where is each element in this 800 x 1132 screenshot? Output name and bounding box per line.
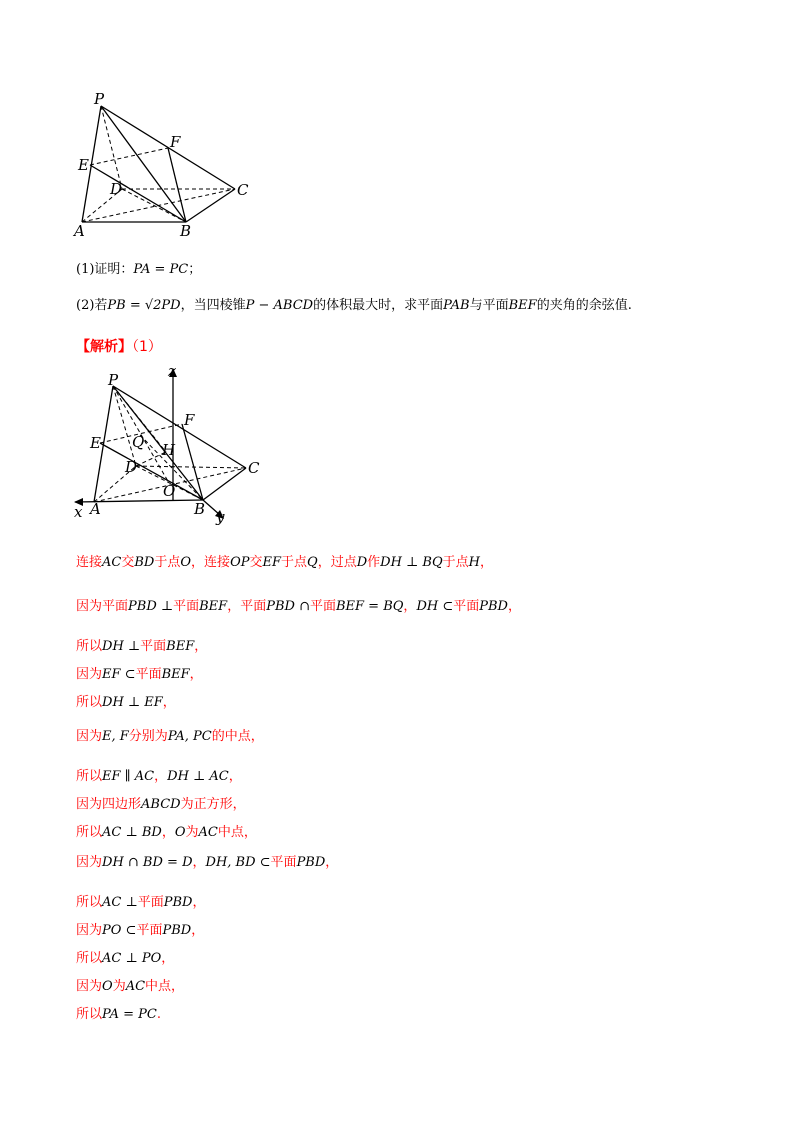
solution-text: 分别为 <box>128 729 168 744</box>
part2-math-plane: PAB <box>443 298 470 313</box>
part2-math-plane: BEF <box>508 298 537 313</box>
math-expression: E, F <box>102 729 129 744</box>
label-O: O <box>163 482 176 500</box>
solution-text: 连接 <box>76 555 103 570</box>
part2-text: 与平面 <box>469 298 509 313</box>
part2-label: (2)若 <box>76 298 108 313</box>
label-B: B <box>194 500 206 518</box>
label-z: z <box>168 362 176 380</box>
label-D: D <box>110 180 123 198</box>
label-P: P <box>108 371 119 389</box>
solution-text: ， <box>507 599 521 614</box>
solution-text: ，过点 <box>317 555 357 570</box>
solution-text: ， <box>189 667 203 682</box>
math-expression: Q <box>307 555 318 570</box>
solution-text: ， <box>161 825 175 840</box>
math-expression: OP <box>230 555 250 570</box>
solution-text: 中点， <box>217 825 257 840</box>
label-C: C <box>237 181 249 199</box>
figure-pyramid <box>70 92 270 242</box>
solution-heading <box>76 336 162 356</box>
solution-line <box>76 637 776 657</box>
label-C: C <box>248 459 260 477</box>
solution-text: 因为平面 <box>76 599 129 614</box>
math-expression: O <box>102 979 113 994</box>
part1-label: (1)证明： <box>76 262 134 277</box>
solution-text: 平面 <box>135 667 162 682</box>
math-expression: PA = PC <box>102 1007 157 1022</box>
solution-text: 平面 <box>270 855 297 870</box>
solution-line <box>76 795 776 815</box>
math-expression: DH ⊥ <box>102 639 141 654</box>
solution-text: ， <box>228 769 242 784</box>
math-expression: DH ⊂ <box>416 599 454 614</box>
question-part-1 <box>76 260 201 280</box>
math-expression: BEF <box>166 639 195 654</box>
math-expression: PA, PC <box>167 729 212 744</box>
math-expression: DH ⊥ EF <box>102 695 163 710</box>
solution-line <box>76 853 776 873</box>
part2-text: 的夹角的余弦值. <box>536 298 632 313</box>
math-expression: BEF = BQ <box>335 599 404 614</box>
solution-line <box>76 921 776 941</box>
solution-text: 平面 <box>137 895 164 910</box>
solution-text: ，连接 <box>191 555 231 570</box>
math-expression: BEF <box>161 667 190 682</box>
label-A: A <box>74 222 85 240</box>
math-expression: PO ⊂ <box>102 923 137 938</box>
solution-line <box>76 893 776 913</box>
solution-line <box>76 823 776 843</box>
solution-text: ， <box>154 769 168 784</box>
part2-text: ，当四棱锥 <box>180 298 246 313</box>
solution-text: 所以 <box>76 895 103 910</box>
solution-line <box>76 949 776 969</box>
solution-text: 作 <box>367 555 381 570</box>
solution-text: 于点 <box>281 555 308 570</box>
solution-text: 所以 <box>76 769 103 784</box>
solution-line <box>76 597 776 617</box>
solution-text: ，平面 <box>227 599 267 614</box>
math-expression: DH ∩ BD = D <box>102 855 193 870</box>
math-expression: BD <box>134 555 155 570</box>
solution-text: ， <box>161 951 175 966</box>
math-expression: EF <box>262 555 281 570</box>
label-A: A <box>90 500 101 518</box>
math-expression: PBD ⊥ <box>128 599 174 614</box>
math-expression: EF ∥ AC <box>102 769 155 784</box>
math-expression: DH, BD ⊂ <box>205 855 271 870</box>
part2-math-condition: PB = √2PD <box>107 298 181 313</box>
math-expression: O <box>174 825 186 840</box>
pyramid-diagram <box>70 92 270 242</box>
solution-text: . <box>156 1007 161 1022</box>
math-expression: ABCD <box>141 797 181 812</box>
solution-text: ， <box>479 555 493 570</box>
solution-line <box>76 693 776 713</box>
math-expression: AC <box>198 825 218 840</box>
solution-line <box>76 977 776 997</box>
math-expression: AC <box>125 979 146 994</box>
math-expression: DH ⊥ AC <box>167 769 229 784</box>
part1-math: PA = PC <box>133 262 189 277</box>
math-expression: AC ⊥ BD <box>102 825 162 840</box>
solution-text: ， <box>403 599 417 614</box>
solution-text: 所以 <box>76 951 103 966</box>
solution-text: 平面 <box>173 599 200 614</box>
math-expression: EF ⊂ <box>102 667 136 682</box>
solution-text: 因为 <box>76 979 103 994</box>
solution-text: ， <box>162 695 176 710</box>
math-expression: AC <box>102 555 122 570</box>
part2-math-pyramid: P − ABCD <box>245 298 314 313</box>
solution-text: 于点 <box>442 555 469 570</box>
math-expression: PBD <box>162 923 192 938</box>
solution-line <box>76 665 776 685</box>
solution-text: 平面 <box>309 599 336 614</box>
label-D: D <box>125 458 138 476</box>
solution-text: 所以 <box>76 825 103 840</box>
solution-text: 因为 <box>76 855 103 870</box>
label-Q: Q <box>132 433 145 451</box>
solution-text: 因为 <box>76 729 103 744</box>
solution-text: 为正方形， <box>180 797 246 812</box>
math-expression: H <box>468 555 480 570</box>
label-y: y <box>216 508 225 526</box>
part2-text: 的体积最大时，求平面 <box>313 298 444 313</box>
solution-heading-label: 【解析】 <box>76 339 132 355</box>
solution-text: 平面 <box>453 599 480 614</box>
figure-pyramid-coordinates <box>70 362 280 526</box>
solution-text: ， <box>194 639 208 654</box>
math-expression: O <box>180 555 192 570</box>
solution-text: 所以 <box>76 639 103 654</box>
solution-text: 因为 <box>76 923 103 938</box>
solution-text: 为 <box>112 979 126 994</box>
math-expression: PBD <box>479 599 508 614</box>
solution-line <box>76 767 776 787</box>
math-expression: AC ⊥ <box>102 895 138 910</box>
solution-line <box>76 727 776 747</box>
math-expression: PBD <box>296 855 326 870</box>
solution-text: 因为四边形 <box>76 797 142 812</box>
solution-line <box>76 553 776 573</box>
math-expression: AC ⊥ PO <box>102 951 162 966</box>
math-expression: BEF <box>199 599 228 614</box>
solution-text: ， <box>325 855 339 870</box>
solution-text: 交 <box>121 555 135 570</box>
solution-text: 的中点， <box>211 729 264 744</box>
label-x: x <box>74 503 83 521</box>
math-expression: PBD <box>163 895 193 910</box>
label-F: F <box>184 411 195 429</box>
solution-text: 平面 <box>140 639 167 654</box>
label-E: E <box>90 434 101 452</box>
label-E: E <box>78 156 89 174</box>
math-expression: D <box>356 555 368 570</box>
label-H: H <box>162 441 176 459</box>
solution-text: ， <box>192 895 206 910</box>
solution-part-number: （1） <box>132 339 162 355</box>
solution-line <box>76 1005 776 1025</box>
solution-text: 所以 <box>76 695 103 710</box>
coordinate-diagram <box>70 362 280 526</box>
math-expression: DH ⊥ BQ <box>380 555 443 570</box>
solution-text: 中点， <box>145 979 185 994</box>
question-part-2 <box>76 296 632 316</box>
math-expression: PBD ∩ <box>266 599 310 614</box>
solution-text: 所以 <box>76 1007 103 1022</box>
solution-text: 于点 <box>154 555 181 570</box>
solution-text: 为 <box>185 825 199 840</box>
label-P: P <box>94 90 105 108</box>
solution-text: ， <box>192 855 206 870</box>
solution-text: ， <box>191 923 205 938</box>
part1-suffix: ； <box>188 262 202 277</box>
label-F: F <box>170 133 181 151</box>
solution-text: 平面 <box>136 923 163 938</box>
solution-text: 交 <box>249 555 263 570</box>
solution-text: 因为 <box>76 667 103 682</box>
label-B: B <box>180 222 192 240</box>
